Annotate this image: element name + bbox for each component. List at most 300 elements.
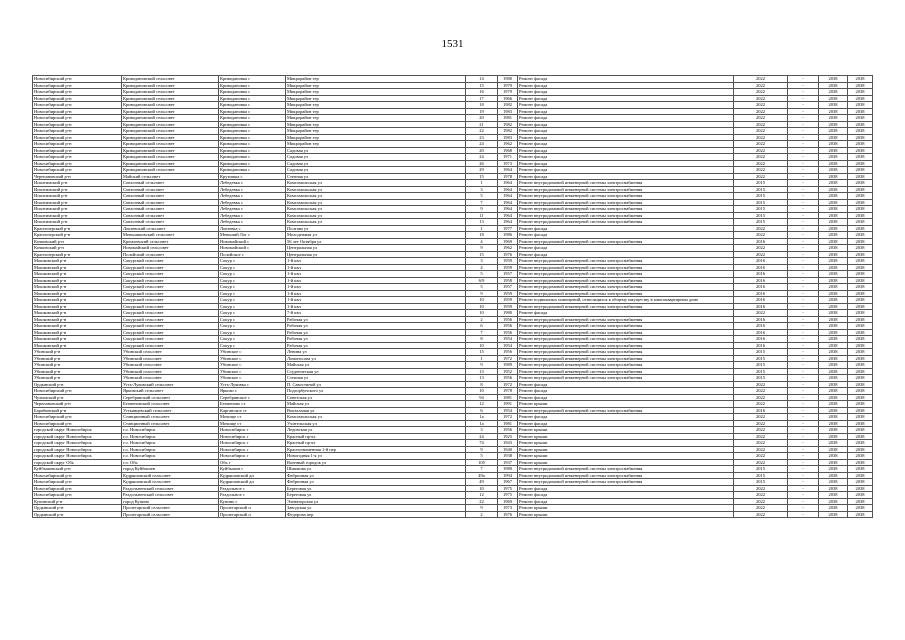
- municipality-cell: Совхозный сельсовет: [122, 219, 219, 226]
- planned-year-cell: 2015: [734, 212, 788, 219]
- settlement-cell: Новосибирск г: [219, 427, 286, 434]
- settlement-cell: Куйбышев г: [219, 466, 286, 473]
- year-a-cell: 2038: [819, 290, 848, 297]
- year-a-cell: 2038: [819, 212, 848, 219]
- district-cell: Искитимский р-н: [33, 199, 122, 206]
- build-year-cell: 1962: [498, 141, 518, 148]
- street-cell: Степная ул: [286, 173, 466, 180]
- district-cell: Искитимский р-н: [33, 219, 122, 226]
- planned-year-cell: 2015: [734, 219, 788, 226]
- planned-year-cell: 2016: [734, 277, 788, 284]
- house-number-cell: 8: [466, 336, 498, 343]
- build-year-cell: 1943: [498, 440, 518, 447]
- work-type-cell: Ремонт фасада: [518, 414, 734, 421]
- year-b-cell: 2038: [848, 238, 873, 245]
- year-b-cell: 2038: [848, 225, 873, 232]
- district-cell: Мошковский р-н: [33, 271, 122, 278]
- build-year-cell: 1959: [498, 290, 518, 297]
- dash-cell: -: [788, 440, 819, 447]
- work-type-cell: Ремонт внутридомовой инженерной системы электроснабжения: [518, 466, 734, 473]
- house-number-cell: 15: [466, 349, 498, 356]
- house-number-cell: 16: [466, 89, 498, 96]
- planned-year-cell: 2016: [734, 407, 788, 414]
- year-a-cell: 2038: [819, 485, 848, 492]
- dash-cell: -: [788, 271, 819, 278]
- house-number-cell: 2: [466, 511, 498, 518]
- build-year-cell: 1975: [498, 485, 518, 492]
- street-cell: Майская ул: [286, 362, 466, 369]
- build-year-cell: 1954: [498, 407, 518, 414]
- house-number-cell: 17: [466, 95, 498, 102]
- build-year-cell: 1938: [498, 453, 518, 460]
- house-number-cell: 15: [466, 251, 498, 258]
- work-type-cell: Ремонт фасада: [518, 134, 734, 141]
- municipality-cell: Локтевский сельсовет: [122, 225, 219, 232]
- planned-year-cell: 2016: [734, 303, 788, 310]
- build-year-cell: 1978: [498, 388, 518, 395]
- work-type-cell: Ремонт внутридомовой инженерной системы электроснабжения: [518, 264, 734, 271]
- district-cell: Мошковский р-н: [33, 297, 122, 304]
- settlement-cell: Криводановка с: [219, 76, 286, 83]
- dash-cell: -: [788, 427, 819, 434]
- district-cell: Мошковский р-н: [33, 323, 122, 330]
- build-year-cell: 1971: [498, 154, 518, 161]
- house-number-cell: 5: [466, 193, 498, 200]
- build-year-cell: 1978: [498, 173, 518, 180]
- planned-year-cell: 2015: [734, 479, 788, 486]
- municipality-cell: Меньшиковский сельсовет: [122, 232, 219, 239]
- settlement-cell: Мочище ст: [219, 414, 286, 421]
- house-number-cell: 13: [466, 368, 498, 375]
- year-b-cell: 2038: [848, 141, 873, 148]
- build-year-cell: 1959: [498, 297, 518, 304]
- street-cell: Федорова пер: [286, 511, 466, 518]
- build-year-cell: 1962: [498, 245, 518, 252]
- dash-cell: -: [788, 498, 819, 505]
- dash-cell: -: [788, 446, 819, 453]
- house-number-cell: 24: [466, 141, 498, 148]
- house-number-cell: 3: [466, 427, 498, 434]
- work-type-cell: Ремонт фасада: [518, 173, 734, 180]
- district-cell: Мошковский р-н: [33, 258, 122, 265]
- settlement-cell: Криводановка с: [219, 141, 286, 148]
- year-b-cell: 2038: [848, 193, 873, 200]
- street-cell: Микрорайон тер: [286, 115, 466, 122]
- work-type-cell: Ремонт внутридомовой инженерной системы электроснабжения: [518, 316, 734, 323]
- year-b-cell: 2038: [848, 277, 873, 284]
- district-cell: Ордынский р-н: [33, 511, 122, 518]
- work-type-cell: Ремонт внутридомовой инженерной системы электроснабжения: [518, 290, 734, 297]
- district-cell: Краснозерский р-н: [33, 251, 122, 258]
- municipality-cell: Сокурский сельсовет: [122, 336, 219, 343]
- work-type-cell: Ремонт крыши: [518, 505, 734, 512]
- work-type-cell: Ремонт крыши: [518, 511, 734, 518]
- dash-cell: -: [788, 115, 819, 122]
- municipality-cell: Пролетарский сельсовет: [122, 511, 219, 518]
- build-year-cell: 1959: [498, 303, 518, 310]
- build-year-cell: 1980: [498, 310, 518, 317]
- street-cell: Учительская ул: [286, 420, 466, 427]
- year-a-cell: 2038: [819, 505, 848, 512]
- planned-year-cell: 2015: [734, 186, 788, 193]
- house-number-cell: 3: [466, 186, 498, 193]
- municipality-cell: Криводановский сельсовет: [122, 121, 219, 128]
- settlement-cell: Криводановка с: [219, 147, 286, 154]
- municipality-cell: Криводановский сельсовет: [122, 141, 219, 148]
- street-cell: Ленина ул: [286, 349, 466, 356]
- street-cell: Комсомольская ул: [286, 193, 466, 200]
- work-type-cell: Ремонт внутридомовой инженерной системы электроснабжения: [518, 284, 734, 291]
- year-a-cell: 2038: [819, 492, 848, 499]
- street-cell: 1-й квл: [286, 303, 466, 310]
- year-a-cell: 2038: [819, 433, 848, 440]
- dash-cell: -: [788, 453, 819, 460]
- year-a-cell: 2038: [819, 407, 848, 414]
- work-type-cell: Ремонт фасада: [518, 492, 734, 499]
- settlement-cell: Новомайский с: [219, 245, 286, 252]
- planned-year-cell: 2016: [734, 238, 788, 245]
- build-year-cell: 1956: [498, 323, 518, 330]
- house-number-cell: 9: [466, 290, 498, 297]
- build-year-cell: 1969: [498, 498, 518, 505]
- dash-cell: -: [788, 485, 819, 492]
- year-a-cell: 2038: [819, 173, 848, 180]
- year-b-cell: 2038: [848, 199, 873, 206]
- district-cell: Новосибирский р-н: [33, 121, 122, 128]
- district-cell: Мошковский р-н: [33, 290, 122, 297]
- house-number-cell: 21: [466, 121, 498, 128]
- planned-year-cell: 2022: [734, 459, 788, 466]
- house-number-cell: 11: [466, 212, 498, 219]
- build-year-cell: 1956: [498, 349, 518, 356]
- planned-year-cell: 2022: [734, 427, 788, 434]
- work-type-cell: Ремонт внутридомовой инженерной системы электроснабжения: [518, 407, 734, 414]
- dash-cell: -: [788, 368, 819, 375]
- build-year-cell: 1980: [498, 466, 518, 473]
- street-cell: Ледовская ул: [286, 427, 466, 434]
- municipality-cell: Криводановский сельсовет: [122, 115, 219, 122]
- work-type-cell: Ремонт внутридомовой инженерной системы электроснабжения: [518, 238, 734, 245]
- district-cell: Черепановский р-н: [33, 401, 122, 408]
- build-year-cell: 1989: [498, 362, 518, 369]
- house-number-cell: 5: [466, 453, 498, 460]
- year-b-cell: 2038: [848, 388, 873, 395]
- dash-cell: -: [788, 420, 819, 427]
- district-cell: Барабинский р-н: [33, 407, 122, 414]
- planned-year-cell: 2022: [734, 420, 788, 427]
- work-type-cell: Ремонт фасада: [518, 394, 734, 401]
- build-year-cell: 1982: [498, 121, 518, 128]
- municipality-cell: Кремлевский сельсовет: [122, 238, 219, 245]
- year-a-cell: 2038: [819, 167, 848, 174]
- year-b-cell: 2038: [848, 368, 873, 375]
- work-type-cell: Ремонт внутридомовой инженерной системы электроснабжения: [518, 472, 734, 479]
- house-number-cell: 13: [466, 375, 498, 382]
- build-year-cell: 1964: [498, 199, 518, 206]
- planned-year-cell: 2016: [734, 323, 788, 330]
- dash-cell: -: [788, 147, 819, 154]
- settlement-cell: Новосибирск г: [219, 453, 286, 460]
- district-cell: городской округ Новосибирск: [33, 440, 122, 447]
- district-cell: Новосибирский р-н: [33, 128, 122, 135]
- municipality-cell: г.о. Новосибирск: [122, 427, 219, 434]
- year-b-cell: 2038: [848, 375, 873, 382]
- district-cell: Чулымский р-н: [33, 394, 122, 401]
- year-b-cell: 2038: [848, 511, 873, 518]
- municipality-cell: Убинский сельсовет: [122, 368, 219, 375]
- street-cell: Микрорайон тер: [286, 134, 466, 141]
- year-b-cell: 2038: [848, 336, 873, 343]
- dash-cell: -: [788, 76, 819, 83]
- dash-cell: -: [788, 102, 819, 109]
- house-number-cell: 5: [466, 284, 498, 291]
- dash-cell: -: [788, 89, 819, 96]
- work-type-cell: Ремонт фасада: [518, 108, 734, 115]
- district-cell: Новосибирский р-н: [33, 167, 122, 174]
- street-cell: Микрорайон тер: [286, 89, 466, 96]
- planned-year-cell: 2015: [734, 362, 788, 369]
- municipality-cell: г.о. Новосибирск: [122, 446, 219, 453]
- district-cell: Новосибирский р-н: [33, 147, 122, 154]
- year-a-cell: 2038: [819, 349, 848, 356]
- planned-year-cell: 2022: [734, 121, 788, 128]
- street-cell: П. Савостиной ул: [286, 381, 466, 388]
- district-cell: Искитимский р-н: [33, 180, 122, 187]
- street-cell: Военный городок ул: [286, 459, 466, 466]
- district-cell: Новосибирский р-н: [33, 160, 122, 167]
- year-b-cell: 2038: [848, 128, 873, 135]
- planned-year-cell: 2015: [734, 349, 788, 356]
- year-b-cell: 2038: [848, 258, 873, 265]
- district-cell: Новосибирский р-н: [33, 479, 122, 486]
- build-year-cell: 1937: [498, 459, 518, 466]
- year-b-cell: 2038: [848, 115, 873, 122]
- house-number-cell: 1: [466, 355, 498, 362]
- year-b-cell: 2038: [848, 147, 873, 154]
- build-year-cell: 1975: [498, 492, 518, 499]
- work-type-cell: Ремонт фасада: [518, 420, 734, 427]
- dash-cell: -: [788, 180, 819, 187]
- year-b-cell: 2038: [848, 394, 873, 401]
- work-type-cell: Ремонт фасада: [518, 232, 734, 239]
- district-cell: Кочковский р-н: [33, 245, 122, 252]
- year-a-cell: 2038: [819, 401, 848, 408]
- year-b-cell: 2038: [848, 108, 873, 115]
- house-number-cell: 19: [466, 108, 498, 115]
- dash-cell: -: [788, 95, 819, 102]
- house-number-cell: 24: [466, 433, 498, 440]
- district-cell: Куйбышевский р-н: [33, 466, 122, 473]
- municipality-cell: Криводановский сельсовет: [122, 102, 219, 109]
- district-cell: городской округ Новосибирск: [33, 446, 122, 453]
- district-cell: Искитимский р-н: [33, 193, 122, 200]
- planned-year-cell: 2022: [734, 102, 788, 109]
- year-a-cell: 2038: [819, 479, 848, 486]
- planned-year-cell: 2016: [734, 290, 788, 297]
- build-year-cell: 1956: [498, 427, 518, 434]
- settlement-cell: Ярково с: [219, 388, 286, 395]
- district-cell: Новосибирский р-н: [33, 388, 122, 395]
- municipality-cell: Сокурский сельсовет: [122, 290, 219, 297]
- house-number-cell: 105: [466, 459, 498, 466]
- street-cell: 1-й квл: [286, 277, 466, 284]
- work-type-cell: Ремонт внутридомовой инженерной системы электроснабжения: [518, 303, 734, 310]
- planned-year-cell: 2022: [734, 108, 788, 115]
- dash-cell: -: [788, 245, 819, 252]
- build-year-cell: 1979: [498, 82, 518, 89]
- district-cell: Убинский р-н: [33, 362, 122, 369]
- street-cell: Рабочая ул: [286, 323, 466, 330]
- year-a-cell: 2038: [819, 310, 848, 317]
- planned-year-cell: 2022: [734, 511, 788, 518]
- build-year-cell: 1983: [498, 108, 518, 115]
- house-number-cell: 23: [466, 134, 498, 141]
- build-year-cell: 1964: [498, 206, 518, 213]
- work-type-cell: Ремонт фасада: [518, 498, 734, 505]
- district-cell: Новосибирский р-н: [33, 134, 122, 141]
- street-cell: Вокзальная ул: [286, 407, 466, 414]
- year-b-cell: 2038: [848, 245, 873, 252]
- dash-cell: -: [788, 284, 819, 291]
- dash-cell: -: [788, 258, 819, 265]
- dash-cell: -: [788, 251, 819, 258]
- street-cell: Микрорайон тер: [286, 102, 466, 109]
- work-type-cell: Ремонт внутридомовой инженерной системы электроснабжения: [518, 362, 734, 369]
- year-b-cell: 2038: [848, 355, 873, 362]
- year-b-cell: 2038: [848, 427, 873, 434]
- settlement-cell: Убинское с: [219, 368, 286, 375]
- year-a-cell: 2038: [819, 180, 848, 187]
- planned-year-cell: 2022: [734, 414, 788, 421]
- municipality-cell: Станционный сельсовет: [122, 414, 219, 421]
- planned-year-cell: 2022: [734, 160, 788, 167]
- settlement-cell: Лебедевка с: [219, 199, 286, 206]
- year-b-cell: 2038: [848, 342, 873, 349]
- district-cell: Искитимский р-н: [33, 212, 122, 219]
- house-number-cell: 6: [466, 407, 498, 414]
- street-cell: Шишкова ул: [286, 466, 466, 473]
- build-year-cell: 1954: [498, 336, 518, 343]
- municipality-cell: Криводановский сельсовет: [122, 134, 219, 141]
- settlement-cell: Новосибирск г: [219, 433, 286, 440]
- year-a-cell: 2038: [819, 388, 848, 395]
- house-number-cell: 20: [466, 115, 498, 122]
- district-cell: Ордынский р-н: [33, 381, 122, 388]
- dash-cell: -: [788, 349, 819, 356]
- dash-cell: -: [788, 108, 819, 115]
- municipality-cell: Сокурский сельсовет: [122, 342, 219, 349]
- house-number-cell: 20: [466, 147, 498, 154]
- settlement-cell: Сокур с: [219, 271, 286, 278]
- work-type-cell: Ремонт фасада: [518, 225, 734, 232]
- build-year-cell: 1972: [498, 381, 518, 388]
- year-b-cell: 2038: [848, 297, 873, 304]
- district-cell: Новосибирский р-н: [33, 420, 122, 427]
- build-year-cell: 1973: [498, 160, 518, 167]
- work-type-cell: Ремонт фасада: [518, 485, 734, 492]
- work-type-cell: Ремонт внутридомовой инженерной системы электроснабжения: [518, 368, 734, 375]
- year-a-cell: 2038: [819, 102, 848, 109]
- street-cell: Садовая ул: [286, 147, 466, 154]
- street-cell: 1-й квл: [286, 290, 466, 297]
- district-cell: Мошковский р-н: [33, 316, 122, 323]
- year-a-cell: 2038: [819, 381, 848, 388]
- work-type-cell: Ремонт внутридомовой инженерной системы электроснабжения: [518, 336, 734, 343]
- year-a-cell: 2038: [819, 472, 848, 479]
- planned-year-cell: 2022: [734, 446, 788, 453]
- dash-cell: -: [788, 121, 819, 128]
- build-year-cell: 1994: [498, 472, 518, 479]
- work-type-cell: Ремонт внутридомовой инженерной системы электроснабжения: [518, 180, 734, 187]
- planned-year-cell: 2022: [734, 388, 788, 395]
- year-b-cell: 2038: [848, 180, 873, 187]
- settlement-cell: Лебедевка с: [219, 206, 286, 213]
- planned-year-cell: 2022: [734, 310, 788, 317]
- settlement-cell: Лебедевка с: [219, 212, 286, 219]
- year-b-cell: 2038: [848, 121, 873, 128]
- planned-year-cell: 2015: [734, 472, 788, 479]
- street-cell: Микрорайон тер: [286, 108, 466, 115]
- year-a-cell: 2038: [819, 329, 848, 336]
- municipality-cell: Убинский сельсовет: [122, 349, 219, 356]
- work-type-cell: Ремонт фасада: [518, 82, 734, 89]
- house-number-cell: 15: [466, 82, 498, 89]
- district-cell: Убинский р-н: [33, 349, 122, 356]
- year-b-cell: 2038: [848, 505, 873, 512]
- year-b-cell: 2038: [848, 492, 873, 499]
- district-cell: городской округ Новосибирск: [33, 453, 122, 460]
- street-cell: Фабричная ул: [286, 479, 466, 486]
- municipality-cell: Сокурский сельсовет: [122, 303, 219, 310]
- settlement-cell: Сокур с: [219, 290, 286, 297]
- district-cell: городской округ Обь: [33, 459, 122, 466]
- street-cell: Подгорбунского ул: [286, 388, 466, 395]
- year-a-cell: 2038: [819, 206, 848, 213]
- dash-cell: -: [788, 128, 819, 135]
- settlement-cell: Сокур с: [219, 329, 286, 336]
- repair-register-table: [32, 75, 873, 518]
- build-year-cell: 1964: [498, 180, 518, 187]
- build-year-cell: 1981: [498, 115, 518, 122]
- street-cell: Микрорайон тер: [286, 141, 466, 148]
- planned-year-cell: 2022: [734, 115, 788, 122]
- year-a-cell: 2038: [819, 82, 848, 89]
- settlement-cell: Криводановка с: [219, 134, 286, 141]
- house-number-cell: 7: [466, 466, 498, 473]
- build-year-cell: 1967: [498, 479, 518, 486]
- street-cell: Комсомольская ул: [286, 219, 466, 226]
- settlement-cell: Новомайский с: [219, 238, 286, 245]
- build-year-cell: 1925: [498, 433, 518, 440]
- street-cell: Советская ул: [286, 394, 466, 401]
- dash-cell: -: [788, 433, 819, 440]
- year-a-cell: 2038: [819, 498, 848, 505]
- work-type-cell: Ремонт фасада: [518, 160, 734, 167]
- district-cell: Новосибирский р-н: [33, 492, 122, 499]
- year-a-cell: 2038: [819, 121, 848, 128]
- year-a-cell: 2038: [819, 225, 848, 232]
- settlement-cell: Купино г: [219, 498, 286, 505]
- year-b-cell: 2038: [848, 82, 873, 89]
- dash-cell: -: [788, 303, 819, 310]
- year-b-cell: 2038: [848, 401, 873, 408]
- build-year-cell: 1986: [498, 232, 518, 239]
- dash-cell: -: [788, 219, 819, 226]
- municipality-cell: Криводановский сельсовет: [122, 95, 219, 102]
- planned-year-cell: 2016: [734, 329, 788, 336]
- planned-year-cell: 2015: [734, 368, 788, 375]
- settlement-cell: Лебедевка с: [219, 193, 286, 200]
